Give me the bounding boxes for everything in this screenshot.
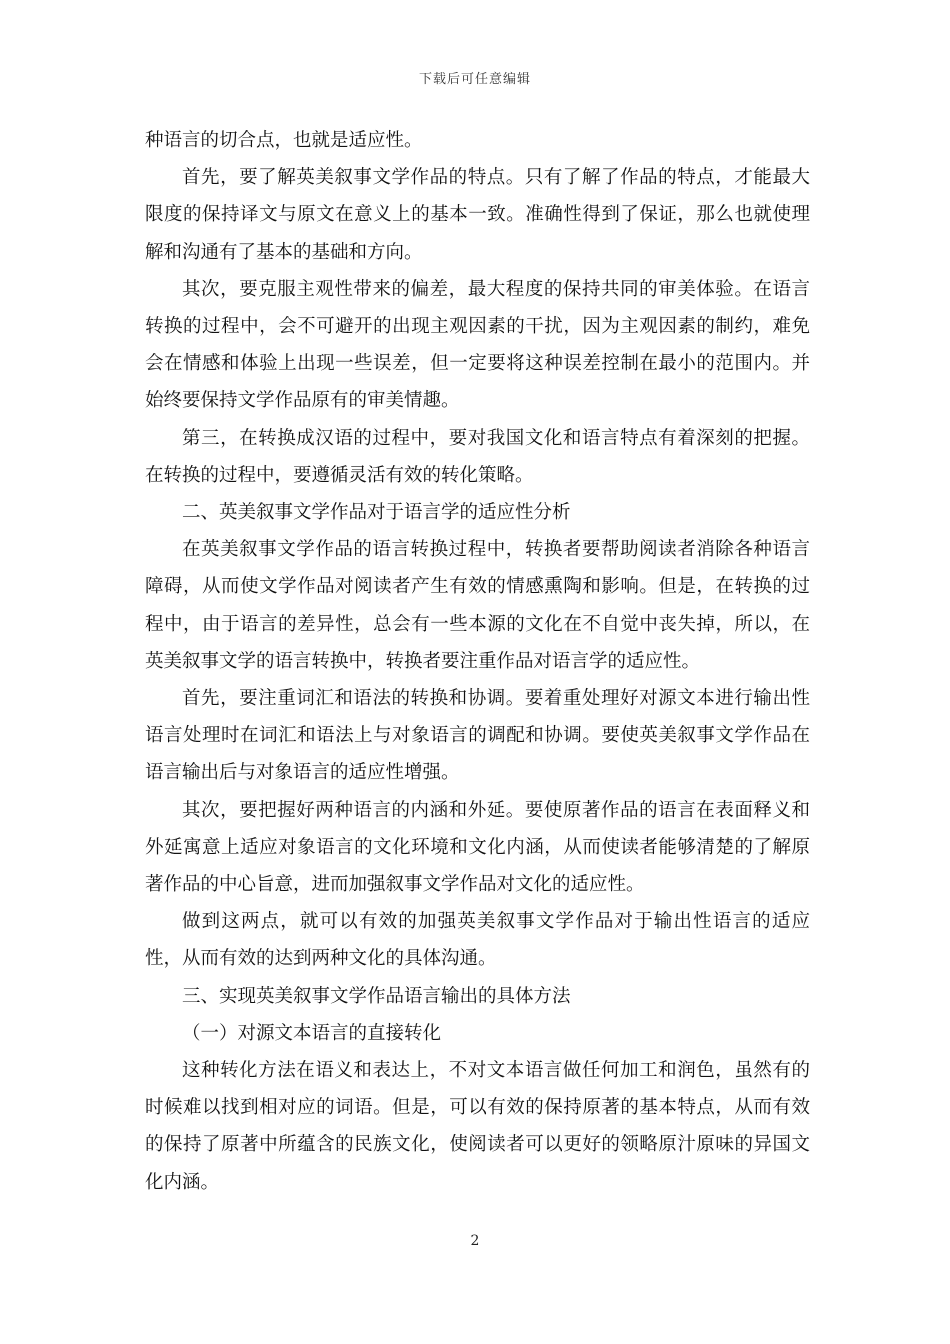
paragraph: 这种转化方法在语义和表达上，不对文本语言做任何加工和润色，虽然有的时候难以找到相对应的词语。但是，可以有效的保持原著的基本特点，从而有效的保持了原著中所蕴含的民族文化，使阅读者可以更好的领略原汁原味的异国文化内涵。 bbox=[145, 1060, 810, 1193]
document-body bbox=[145, 122, 810, 1201]
paragraph: 其次，要克服主观性带来的偏差，最大程度的保持共同的审美体验。在语言转换的过程中，会不可避开的出现主观因素的干扰，因为主观因素的制约，难免会在情感和体验上出现一些误差，但一定要将这种误差控制在最小的范围内。并始终要保持文学作品原有的审美情趣。 bbox=[145, 278, 810, 412]
paragraph: 种语言的切合点，也就是适应性。 bbox=[145, 130, 423, 151]
paragraph: 在英美叙事文学作品的语言转换过程中，转换者要帮助阅读者消除各种语言障碍，从而使文学作品对阅读者产生有效的情感熏陶和影响。但是，在转换的过程中，由于语言的差异性，总会有一些本源的文化在不自觉中丧失掉，所以，在英美叙事文学的语言转换中，转换者要注重作品对语言学的适应性。 bbox=[145, 539, 810, 672]
paragraph: 第三，在转换成汉语的过程中，要对我国文化和语言特点有着深刻的把握。在转换的过程中，要遵循灵活有效的转化策略。 bbox=[145, 427, 810, 486]
paragraph: 首先，要注重词汇和语法的转换和协调。要着重处理好对源文本进行输出性语言处理时在词汇和语法上与对象语言的调配和协调。要使英美叙事文学作品在语言输出后与对象语言的适应性增强。 bbox=[145, 688, 810, 784]
section-heading: 二、英美叙事文学作品对于语言学的适应性分析 bbox=[182, 502, 571, 524]
paragraph: 做到这两点，就可以有效的加强英美叙事文学作品对于输出性语言的适应性，从而有效的达到两种文化的具体沟通。 bbox=[145, 911, 810, 970]
page-header: 下载后可任意编辑 bbox=[418, 72, 531, 87]
subsection-heading: （一）对源文本语言的直接转化 bbox=[182, 1022, 442, 1044]
page-number: 2 bbox=[470, 1233, 480, 1249]
paragraph: 其次，要把握好两种语言的内涵和外延。要使原著作品的语言在表面释义和外延寓意上适应对象语言的文化环境和文化内涵，从而使读者能够清楚的了解原著作品的中心旨意，进而加强叙事文学作品对文化的适应性。 bbox=[145, 799, 810, 896]
section-heading: 三、实现英美叙事文学作品语言输出的具体方法 bbox=[182, 985, 571, 1007]
paragraph: 首先，要了解英美叙事文学作品的特点。只有了解了作品的特点，才能最大限度的保持译文与原文在意义上的基本一致。准确性得到了保证，那么也就使理解和沟通有了基本的基础和方向。 bbox=[145, 167, 810, 263]
